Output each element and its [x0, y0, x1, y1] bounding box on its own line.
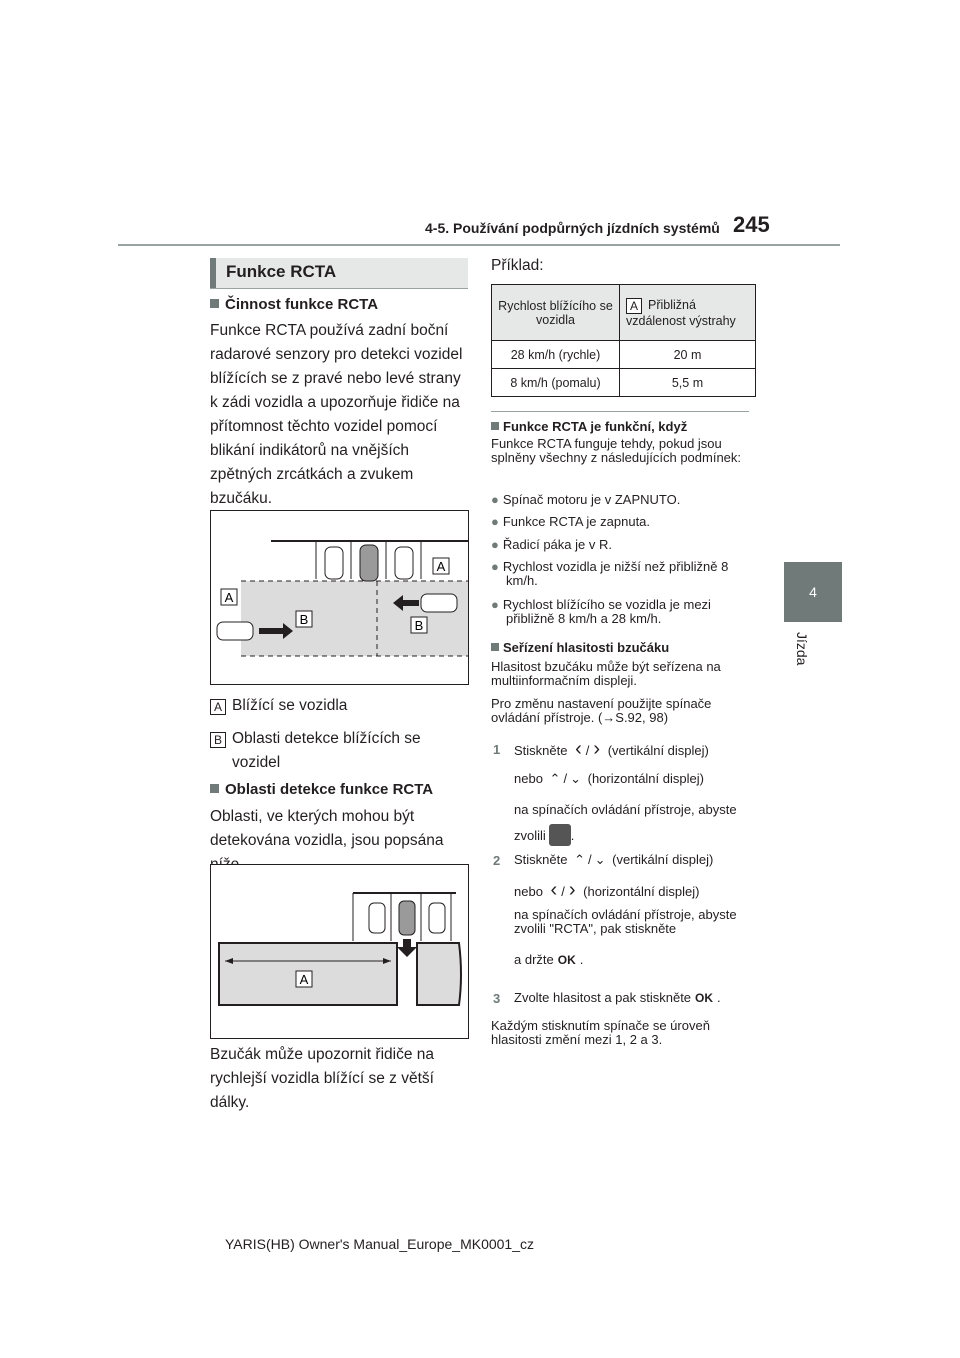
bullet-dot-icon: ●	[491, 597, 499, 612]
ok-button-icon: OK	[557, 953, 576, 967]
chevron-right-icon: ›	[593, 738, 601, 760]
paragraph-functional: Funkce RCTA funguje tehdy, pokud jsou splněny všechny z následujících podmínek:	[491, 436, 742, 465]
step-2-text-f: a držte	[514, 952, 554, 967]
square-bullet-icon	[491, 643, 499, 651]
step-1-text-c: nebo	[514, 771, 543, 786]
step-1-line-3: na spínačích ovládání přístroje, abyste zvolili .	[514, 797, 754, 849]
legend-b-text: Oblasti detekce blížících se vozidel	[232, 730, 421, 771]
step-3-text-a: Zvolte hlasitost a pak stiskněte	[514, 990, 692, 1005]
step-2-line-3: na spínačích ovládání přístroje, abyste zvolili "RCTA", pak stiskněte	[514, 907, 737, 936]
fig1-label-b-left: B	[299, 612, 309, 627]
bullet-item	[491, 515, 753, 529]
section-heading: Funkce RCTA	[226, 262, 337, 281]
example-label: Příklad:	[491, 257, 544, 274]
step-2-text-c: nebo	[514, 884, 543, 899]
paragraph-areas: Oblasti, ve kterých mohou být detekována vozidla, jsou popsána	[210, 808, 444, 849]
figure-detection-areas-drawing	[211, 865, 468, 1038]
step-1-line-1	[514, 738, 754, 760]
section-heading-bar	[210, 258, 216, 288]
step-1-text-e: na spínačích ovládání přístroje, abyste zvolili	[514, 802, 737, 843]
square-bullet-icon	[210, 299, 219, 308]
step-2-line-1	[514, 853, 754, 867]
page-number: 245	[733, 212, 770, 237]
step-3-line: Zvolte hlasitost a pak stiskněte OK .	[514, 990, 721, 1005]
step-1-number: 1	[493, 742, 501, 757]
bullet-dot-icon: ●	[491, 537, 499, 552]
paragraph-volume-2: Pro změnu nastavení použijte spínače ovládání přístroje. (→S.92, 98)	[491, 696, 712, 725]
slash: /	[561, 884, 565, 899]
step-2-text-b: (vertikální displej)	[612, 852, 714, 867]
bullet-item	[491, 598, 751, 626]
bullet-dot-icon: ●	[491, 492, 499, 507]
table-header-distance	[620, 285, 756, 341]
paragraph-buzzer: Bzučák může upozornit řidiče na rychlejší vozidla blížící se z větší dálky.	[210, 1046, 435, 1111]
slash: /	[588, 852, 592, 867]
table-cell: 28 km/h (rychle)	[492, 341, 620, 369]
fig2-label-a: A	[299, 972, 309, 987]
chevron-down-icon: ⌄	[570, 771, 581, 786]
bullet-text: Funkce RCTA je zapnuta.	[502, 514, 651, 529]
footer-manual-id: YARIS(HB) Owner's Manual_Europe_MK0001_cz	[225, 1236, 534, 1252]
table-row	[492, 369, 756, 397]
bullet-dot-icon: ●	[491, 559, 499, 574]
chapter-label: Jízda	[794, 632, 810, 666]
chevron-up-icon: ⌃	[549, 771, 561, 786]
legend-a-tag: A	[210, 699, 226, 715]
bullet-text: Spínač motoru je v ZAPNUTO.	[502, 492, 681, 507]
bullet-item	[491, 538, 753, 552]
figure-detection-areas	[210, 864, 469, 1039]
step-1-text-d: (horizontální displej)	[587, 771, 704, 786]
step-1-text-a: Stiskněte	[514, 743, 568, 758]
legend-a	[210, 694, 472, 718]
table-header-row	[492, 285, 756, 341]
heading-areas	[210, 781, 433, 798]
figure-rcta-operation	[210, 510, 469, 685]
table-cell: 8 km/h (pomalu)	[492, 369, 620, 397]
fig1-label-a-left: A	[224, 590, 234, 605]
bullet-item	[491, 560, 751, 588]
step-3-number: 3	[493, 991, 501, 1006]
distance-table	[491, 284, 756, 397]
legend-b-tag: B	[210, 732, 226, 748]
bullet-text: Rychlost vozidla je nižší než přibližně 8 km/h.	[502, 559, 729, 588]
step-1-text-b: (vertikální displej)	[607, 743, 709, 758]
legend-a-text: Blížící se vozidla	[232, 697, 348, 714]
heading-operation-text: Činnost funkce RCTA	[225, 296, 379, 313]
legend-b	[210, 727, 472, 775]
step-2-line-4: a držte OK .	[514, 952, 584, 967]
chevron-left-icon: ‹	[550, 879, 558, 901]
bullet-dot-icon: ●	[491, 514, 499, 529]
step-2-text-d: (horizontální displej)	[583, 884, 700, 899]
table-header-tag: A	[626, 298, 642, 314]
slash: /	[585, 743, 590, 758]
header-section-title: 4-5. Používání podpůrných jízdních systémů	[425, 220, 720, 236]
ok-button-icon: OK	[695, 991, 714, 1005]
figure-rcta-operation-drawing	[211, 511, 468, 684]
distance-table-wrap	[491, 284, 756, 397]
heading-functional	[491, 419, 687, 434]
heading-functional-text: Funkce RCTA je funkční, když	[503, 419, 688, 434]
paragraph-last: Každým stisknutím spínače se úroveň hlasitosti změní mezi 1, 2 a 3.	[491, 1018, 710, 1047]
square-bullet-icon	[491, 422, 499, 430]
table-cell: 5,5 m	[620, 369, 756, 397]
chevron-up-icon: ⌃	[574, 852, 586, 867]
heading-volume-text: Seřízení hlasitosti bzučáku	[503, 640, 670, 655]
step-2-number: 2	[493, 853, 501, 868]
step-1-line-2	[514, 772, 754, 786]
chevron-right-icon: ›	[568, 879, 576, 901]
header-divider	[118, 244, 840, 246]
step-2-line-2	[514, 879, 754, 901]
bullet-text: Řadicí páka je v R.	[502, 537, 612, 552]
chapter-tab: 4	[784, 562, 842, 622]
paragraph-operation: Funkce RCTA používá zadní boční radarové senzory pro detekci vozidel blížících se z pravé nebo levé strany k zádi vozidla a upozorňuje řidiče na přítomnost těchto vozidel pomocí blikání indikátorů na vnějších zpětných zrcátkách a zvukem bzučáku.	[210, 322, 463, 507]
chevron-left-icon: ‹	[575, 738, 582, 760]
table-row	[492, 341, 756, 369]
fig1-label-b-right: B	[414, 618, 424, 633]
bullet-text: Rychlost blížícího se vozidla je mezi přibližně 8 km/h a 28 km/h.	[502, 597, 711, 626]
fig1-label-a-right: A	[436, 559, 446, 574]
heading-areas-text: Oblasti detekce funkce RCTA	[225, 781, 434, 798]
settings-gear-icon	[549, 824, 571, 846]
table-header-speed: Rychlost blížícího se vozidla	[492, 285, 620, 341]
divider	[491, 411, 749, 412]
slash: /	[563, 771, 568, 786]
square-bullet-icon	[210, 784, 219, 793]
paragraph-volume-1: Hlasitost bzučáku může být seřízena na multiinformačním displeji.	[491, 659, 721, 688]
table-cell: 20 m	[620, 341, 756, 369]
step-2-text-a: Stiskněte	[514, 852, 568, 867]
heading-operation	[210, 296, 378, 313]
chevron-down-icon: ⌄	[594, 852, 606, 867]
bullet-item	[491, 493, 753, 507]
heading-volume	[491, 640, 669, 655]
table-header-distance-text: Přibližná vzdálenost výstrahy	[626, 297, 736, 328]
